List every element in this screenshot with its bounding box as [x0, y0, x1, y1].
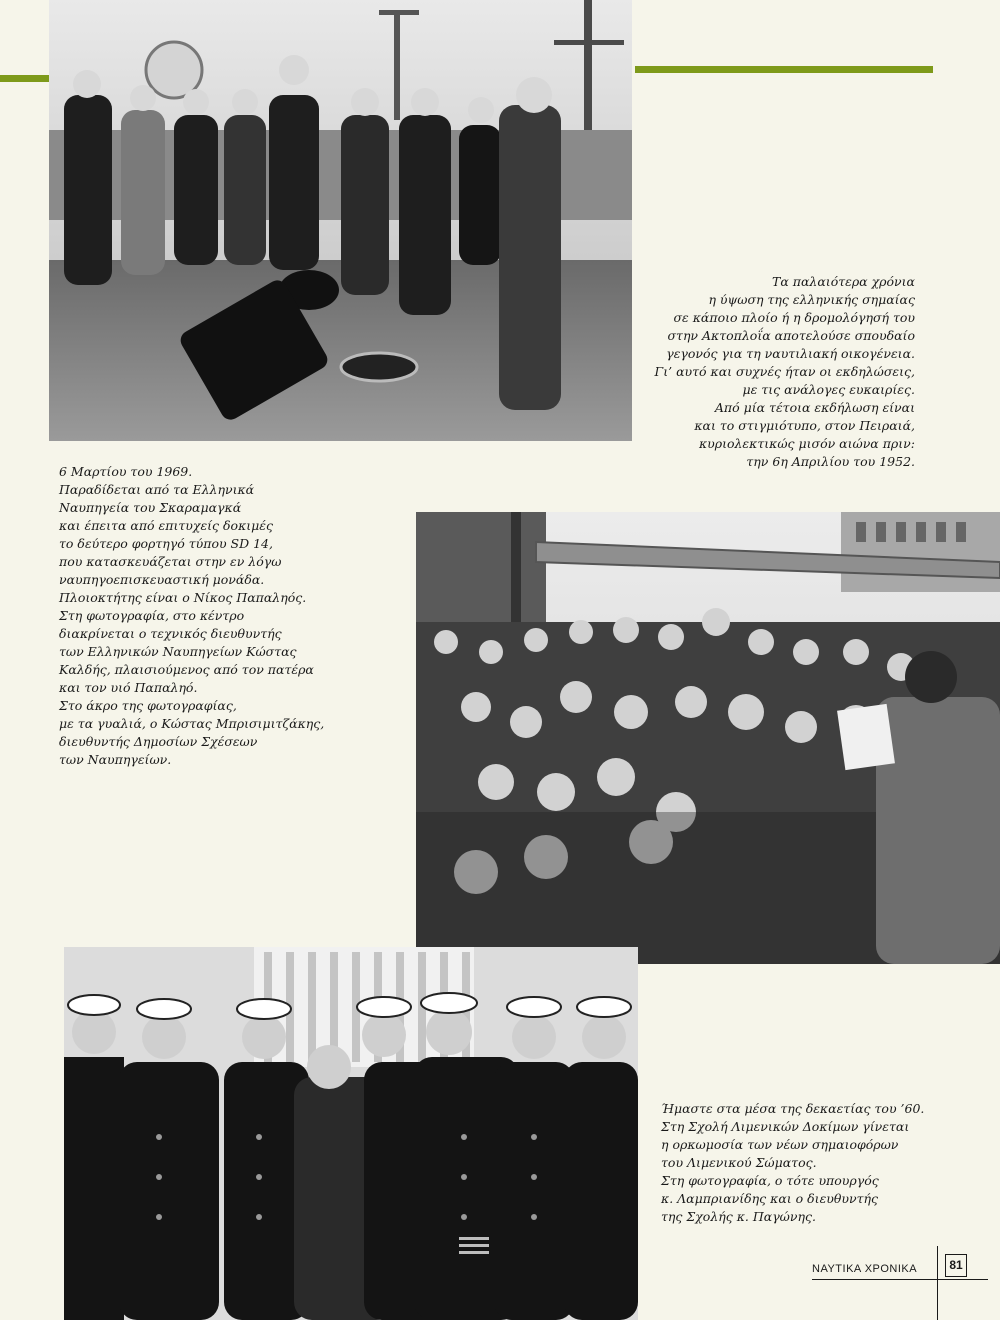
caption-line: και τον υιό Παπαληό. [59, 680, 198, 695]
caption-line: η ύψωση της ελληνικής σημαίας [708, 292, 915, 307]
caption-line: ναυπηγοεπισκευαστική μονάδα. [59, 572, 265, 587]
page-number: 81 [945, 1254, 967, 1277]
caption-line: και το στιγμιότυπο, στον Πειραιά, [694, 418, 915, 433]
footer-rule [812, 1279, 988, 1280]
caption-line: γεγονός για τη ναυτιλιακή οικογένεια. [666, 346, 915, 361]
photo-piraeus-image [416, 512, 1000, 964]
caption-line: Στη φωτογραφία, στο κέντρο [59, 608, 245, 623]
caption-line: την 6η Απριλίου του 1952. [746, 454, 915, 469]
caption-line: κυριολεκτικώς μισόν αιώνα πριν: [698, 436, 915, 451]
photo-academy-image [64, 947, 638, 1320]
caption-line: διευθυντής Δημοσίων Σχέσεων [59, 734, 258, 749]
caption-line: το δεύτερο φορτηγό τύπου SD 14, [59, 536, 273, 551]
caption-line: Από μία τέτοια εκδήλωση είναι [714, 400, 915, 415]
caption-line: Στη φωτογραφία, ο τότε υπουργός [661, 1173, 879, 1188]
accent-rule-right [635, 66, 933, 73]
caption-line: Στο άκρο της φωτογραφίας, [59, 698, 237, 713]
caption-line: της Σχολής κ. Παγώνης. [661, 1209, 816, 1224]
caption-line: του Λιμενικού Σώματος. [661, 1155, 817, 1170]
caption-line: η ορκωμοσία των νέων σημαιοφόρων [661, 1137, 899, 1152]
caption-line: που κατασκευάζεται στην εν λόγω [59, 554, 282, 569]
caption-line: κ. Λαμπριανίδης και ο διευθυντής [661, 1191, 879, 1206]
photo-shipyard-image [49, 0, 632, 441]
photo-harbour-academy-oath-60s [64, 947, 638, 1320]
caption-line: Ναυπηγεία του Σκαραμαγκά [59, 500, 242, 515]
caption-line: Καλδής, πλαισιούμενος από τον πατέρα [59, 662, 314, 677]
caption-line: Πλοιοκτήτης είναι ο Νίκος Παπαληός. [59, 590, 307, 605]
caption-line: Ήμαστε στα μέσα της δεκαετίας του ’60. [661, 1101, 925, 1116]
caption-line: με τις ανάλογες ευκαιρίες. [742, 382, 915, 397]
caption-piraeus-1952 [655, 273, 915, 471]
caption-line: σε κάποιο πλοίο ή η δρομολόγησή του [673, 310, 915, 325]
caption-line: των Ναυπηγείων. [59, 752, 172, 767]
caption-line: διακρίνεται ο τεχνικός διευθυντής [59, 626, 282, 641]
caption-line: Γι’ αυτό και συχνές ήταν οι εκδηλώσεις, [654, 364, 915, 379]
caption-line: 6 Μαρτίου του 1969. [59, 464, 193, 479]
caption-line: και έπειτα από επιτυχείς δοκιμές [59, 518, 274, 533]
caption-shipyard-1969 [59, 463, 324, 769]
caption-academy-60s [661, 1100, 924, 1226]
caption-line: με τα γυαλιά, ο Κώστας Μπρισιμιτζάκης, [59, 716, 325, 731]
caption-line: Στη Σχολή Λιμενικών Δοκίμων γίνεται [661, 1119, 910, 1134]
photo-shipyard-delivery-1969 [49, 0, 632, 441]
caption-line: στην Ακτοπλοΐα αποτελούσε σπουδαίο [667, 328, 915, 343]
caption-line: Παραδίδεται από τα Ελληνικά [59, 482, 255, 497]
magazine-name: ΝΑΥΤΙΚΑ ΧΡΟΝΙΚΑ [812, 1263, 918, 1275]
footer-divider [937, 1246, 938, 1320]
caption-line: Τα παλαιότερα χρόνια [772, 274, 915, 289]
photo-piraeus-ceremony-1952 [416, 512, 1000, 964]
caption-line: των Ελληνικών Ναυπηγείων Κώστας [59, 644, 297, 659]
accent-rule-left [0, 75, 49, 82]
